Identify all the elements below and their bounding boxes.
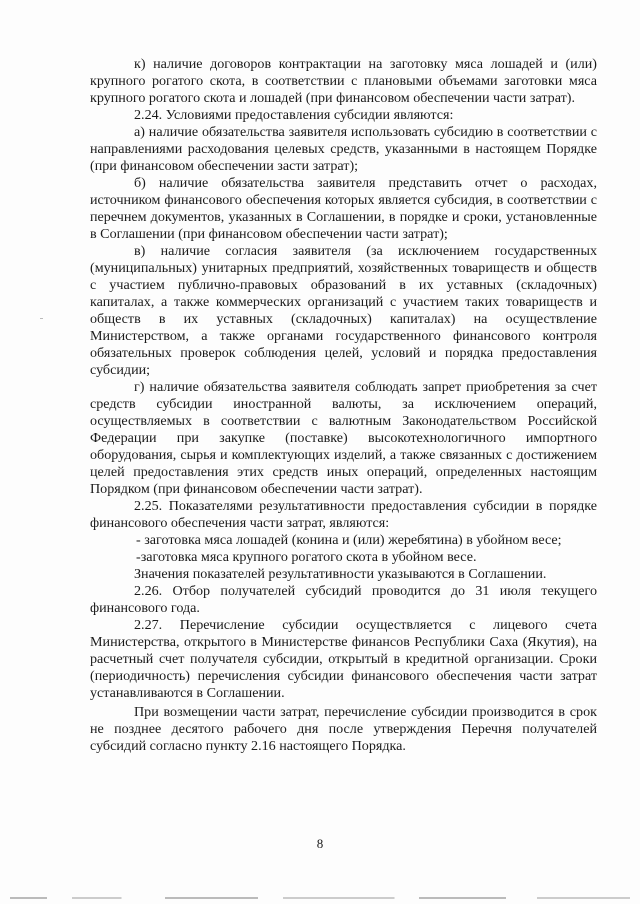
paragraph-a: а) наличие обязательства заявителя использовать субсидию в соответствии с направлениями расходования целевых средств, указанными в настоящем Порядке (при финансовом обеспечении засти затрат); bbox=[90, 124, 597, 174]
paragraph-reimbursement: При возмещении части затрат, перечисление субсидии производится в срок не позднее десятого рабочего дня после утверждения Перечня получателей субсидий согласно пункту 2.16 настоящего Порядка. bbox=[90, 704, 597, 754]
paragraph-indicator-values: Значения показателей результативности указываются в Соглашении. bbox=[134, 566, 547, 582]
page-number: 8 bbox=[316, 836, 324, 851]
paragraph-g: г) наличие обязательства заявителя соблюдать запрет приобретения за счет средств субсидии иностранной валюты, за исключением операций, осуществляемых в соответствии с валютным Законодательством Российской Федерации при закупке (поставке) высокотехнологичного импортного оборудования, сырья и комплектующих изделий, а также связанных с достижением целей предоставления этих средств иных операций, определенных настоящим Порядком (при финансовом обеспечении части затрат). bbox=[90, 379, 597, 497]
paragraph-2-27: 2.27. Перечисление субсидии осуществляется с лицевого счета Министерства, открытого в Министерстве финансов Республики Саха (Якутия), на расчетный счет получателя субсидии, открытый в кредитной организации. Сроки (периодичность) перечисления субсидии финансового обеспечения части затрат устанавливаются в Соглашении. bbox=[90, 617, 597, 701]
scan-artifact-line bbox=[10, 897, 630, 899]
paragraph-b: б) наличие обязательства заявителя представить отчет о расходах, источником финансового обеспечения которых является субсидия, в соответствии с перечнем документов, указанных в Соглашении, в порядке и сроки, установленные в Соглашении (при финансовом обеспечении части затрат); bbox=[90, 175, 597, 242]
paragraph-v: в) наличие согласия заявителя (за исключением государственных (муниципальных) унитарных предприятий, хозяйственных товариществ и обществ с участием публично-правовых образований в их уставных (складочных) капиталах, а также коммерческих организаций с участием таких товариществ и обществ в их уставных (складочных) капиталах) на осуществление Министерством, а также органами государственного финансового контроля обязательных проверок соблюдения целей, условий и порядка предоставления субсидии; bbox=[90, 243, 597, 378]
paragraph-2-26: 2.26. Отбор получателей субсидий проводится до 31 июля текущего финансового года. bbox=[90, 583, 597, 616]
scan-speck bbox=[40, 318, 43, 319]
paragraph-2-24: 2.24. Условиями предоставления субсидии являются: bbox=[134, 107, 454, 123]
bullet-horse-meat: - заготовка мяса лошадей (конина и (или) жеребятина) в убойном весе; bbox=[136, 532, 562, 548]
paragraph-2-25: 2.25. Показателями результативности предоставления субсидии в порядке финансового обеспечения части затрат, являются: bbox=[90, 498, 597, 531]
paragraph-k: к) наличие договоров контрактации на заготовку мяса лошадей и (или) крупного рогатого скота, в соответствии с плановыми объемами заготовки мяса крупного рогатого скота и лошадей (при финансовом обеспечении части затрат). bbox=[90, 56, 597, 106]
bullet-cattle-meat: -заготовка мяса крупного рогатого скота в убойном весе. bbox=[136, 549, 477, 565]
document-body bbox=[90, 56, 597, 755]
